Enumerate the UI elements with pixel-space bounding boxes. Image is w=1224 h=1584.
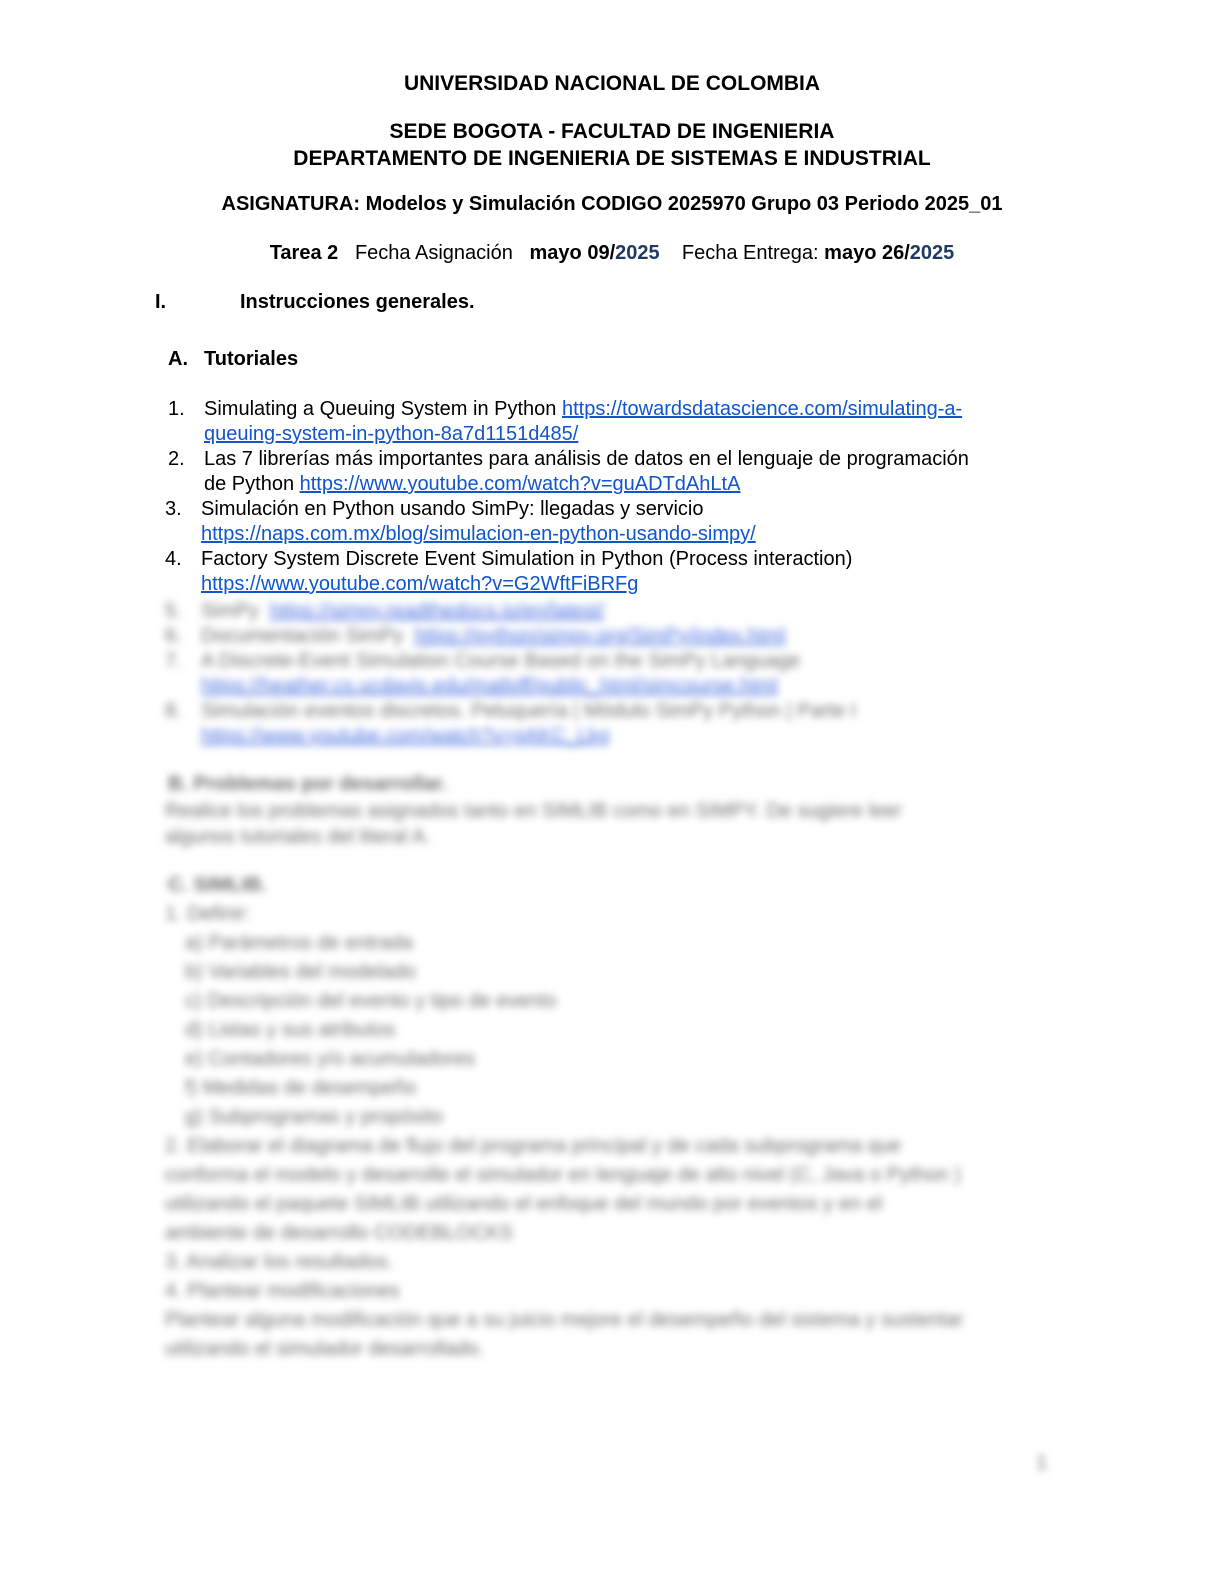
tutorial-2-number: 2. — [168, 448, 185, 470]
tutorial-3-text: Simulación en Python usando SimPy: llegadas y servicio — [201, 498, 704, 520]
due-date: mayo 26/ — [824, 242, 910, 264]
department-title: DEPARTAMENTO DE INGENIERIA DE SISTEMAS E INDUSTRIAL — [293, 147, 931, 170]
blurred-item-7-line2 — [201, 675, 778, 698]
section-a-title: Tutoriales — [204, 348, 299, 370]
assigned-label: Fecha Asignación — [354, 242, 513, 264]
sub-item-f: f) Medidas de desempeño — [185, 1077, 417, 1099]
sub-item-a: a) Parámetros de entrada — [185, 932, 413, 954]
step-4: 4. Plantear modificaciones — [165, 1280, 400, 1302]
tutorial-3-line2 — [201, 523, 756, 546]
tutorial-3-link[interactable]: https://naps.com.mx/blog/simulacion-en-python-usando-simpy/ — [201, 523, 756, 545]
blurred-item-5 — [201, 600, 604, 623]
step-1: 1. Definir: — [165, 903, 251, 925]
assigned-date: mayo 09/ — [529, 242, 616, 264]
blurred-item-8-link[interactable]: https://www.youtube.com/watch?v=gAKC_Lkg — [201, 725, 610, 747]
task-label: Tarea 2 — [269, 242, 339, 264]
due-label: Fecha Entrega: — [681, 242, 819, 264]
blurred-item-8-line2 — [201, 725, 610, 748]
blurred-item-6-text: Documentación SimPy — [201, 625, 404, 647]
course-line: ASIGNATURA: Modelos y Simulación CODIGO 2025970 Grupo 03 Periodo 2025_01 — [221, 193, 1003, 215]
final-line1: Plantear alguna modificación que a su juicio mejore el desempeño del sistema y sustentar — [165, 1309, 964, 1331]
section-c-title: C. SIMLIB. — [168, 874, 267, 896]
tutorial-4-number: 4. — [165, 548, 182, 570]
tutorial-2-link[interactable]: https://www.youtube.com/watch?v=guADTdAhLtA — [299, 473, 741, 495]
sub-item-b: b) Variables del modelado — [185, 961, 416, 983]
blurred-item-5-link[interactable]: https://simpy.readthedocs.io/en/latest/ — [269, 600, 605, 622]
campus-title: SEDE BOGOTA - FACULTAD DE INGENIERIA — [389, 120, 835, 143]
blurred-item-6 — [201, 625, 785, 648]
tutorial-1-link-cont — [204, 423, 578, 446]
section-i-number: I. — [155, 291, 167, 313]
sub-item-e: e) Contadores y/o acumuladores — [185, 1048, 476, 1070]
step-2-line4: ambiente de desarrollo CODEBLOCKS — [165, 1222, 513, 1244]
step-3: 3. Analizar los resultados. — [165, 1251, 393, 1273]
section-b-line1: Realice los problemas asignados tanto en SIMLIB como en SIMPY. De sugiere leer — [165, 800, 902, 822]
page-number: 1 — [1036, 1452, 1048, 1474]
section-b-line2: algunos tutoriales del literal A. — [165, 826, 431, 848]
blurred-item-7-number: 7. — [165, 650, 182, 672]
blurred-item-6-number: 6. — [165, 625, 182, 647]
tutorial-1-text: Simulating a Queuing System in Python — [204, 398, 562, 420]
sub-item-g: g) Subprogramas y propósito — [185, 1106, 443, 1128]
tutorial-2-line2 — [204, 473, 740, 496]
assigned-year: 2025 — [615, 242, 660, 264]
sub-item-c: c) Descripción del evento y tipo de evento — [185, 990, 557, 1012]
tutorial-2-text2: de Python — [204, 473, 300, 495]
section-i-title: Instrucciones generales. — [240, 291, 475, 313]
tutorial-1 — [204, 398, 962, 421]
blurred-item-5-text: SimPy — [201, 600, 259, 622]
tutorial-1-number: 1. — [168, 398, 185, 420]
blurred-item-8-number: 8. — [165, 700, 182, 722]
final-line2: utilizando el simulador desarrollado. — [165, 1338, 485, 1360]
section-b-title: B. Problemas por desarrollar. — [168, 773, 447, 795]
tutorial-1-link-continued[interactable]: queuing-system-in-python-8a7d1151d485/ — [204, 423, 579, 445]
due-year: 2025 — [909, 242, 955, 264]
step-2-line2: conforma el modelo y desarrolle el simulador en lenguaje de alto nivel (C, Java o Python ) — [165, 1164, 961, 1186]
university-title: UNIVERSIDAD NACIONAL DE COLOMBIA — [403, 72, 821, 95]
blurred-item-7-link[interactable]: https://heather.cs.ucdavis.edu/matloff/public_html/simcourse.html — [201, 675, 778, 697]
blurred-item-8-text: Simulación eventos discretos. Peluquería | Módulo SimPy Python | Parte I — [201, 700, 857, 722]
tutorial-4-line2 — [201, 573, 638, 596]
tutorial-1-link[interactable]: https://towardsdatascience.com/simulating-a- — [561, 398, 963, 420]
tutorial-2-text: Las 7 librerías más importantes para análisis de datos en el lenguaje de programación — [204, 448, 969, 470]
section-a-letter: A. — [168, 348, 188, 370]
tutorial-4-link[interactable]: https://www.youtube.com/watch?v=G2WftFiBRFg — [201, 573, 639, 595]
step-2-line3: utilizando el paquete SIMLIB utilizando el enfoque del mundo por eventos y en el — [165, 1193, 883, 1215]
tutorial-4-text: Factory System Discrete Event Simulation in Python (Process interaction) — [201, 548, 853, 570]
blurred-item-6-link[interactable]: https://python/simpy.org/SimPy/index.html — [414, 625, 786, 647]
blurred-item-7-text: A Discrete-Event Simulation Course Based on the SimPy Language — [201, 650, 801, 672]
tutorial-3-number: 3. — [165, 498, 182, 520]
sub-item-d: d) Listas y sus atributos — [185, 1019, 396, 1041]
step-2-line1: 2. Elaborar el diagrama de flujo del programa principal y de cada subprograma que — [165, 1135, 901, 1157]
blurred-item-5-number: 5. — [165, 600, 182, 622]
assignment-line — [0, 242, 1224, 265]
